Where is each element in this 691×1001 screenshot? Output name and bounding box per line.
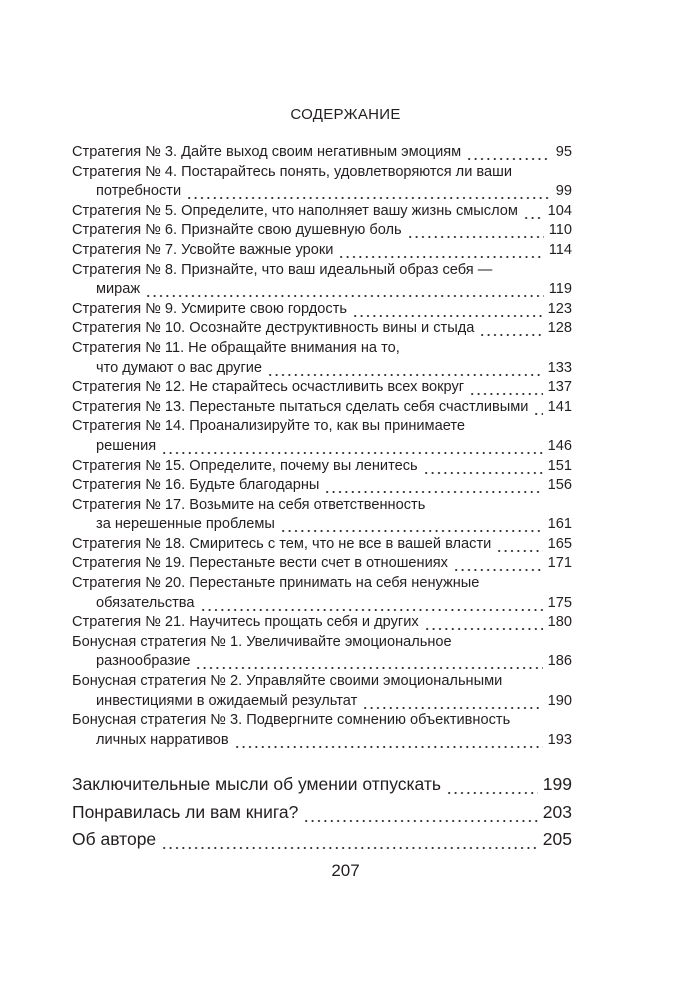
toc-page-number: 156: [547, 477, 572, 494]
toc-entry-line: [72, 417, 572, 437]
toc-entry[interactable]: [72, 457, 572, 477]
toc-entry[interactable]: [72, 496, 572, 535]
toc-entry-text: Стратегия № 18. Смиритесь с тем, что не все в вашей власти: [72, 535, 492, 552]
dot-leader: [523, 202, 543, 222]
dot-leader: [186, 182, 551, 202]
toc-entry[interactable]: [72, 241, 572, 261]
toc-entry-line: [72, 143, 572, 163]
toc-entry-text: мираж: [96, 281, 141, 298]
dot-leader: [195, 652, 542, 672]
toc-page-number: 119: [548, 281, 572, 298]
toc-page-number: 128: [547, 320, 572, 337]
dot-leader: [267, 359, 543, 379]
toc-entry-line: [72, 496, 572, 516]
dot-leader: [479, 319, 542, 339]
dot-leader: [469, 378, 543, 398]
toc-entry[interactable]: [72, 319, 572, 339]
dot-leader: [446, 771, 538, 799]
toc-list: [72, 143, 572, 750]
toc-entry[interactable]: [72, 574, 572, 613]
toc-entry-line: [72, 437, 572, 457]
toc-entry-line: [72, 221, 572, 241]
dot-leader: [145, 280, 544, 300]
toc-page-number: 141: [547, 398, 572, 415]
dot-leader: [161, 826, 538, 854]
toc-page-number: 146: [547, 437, 572, 454]
toc-entry-text: Стратегия № 21. Научитесь прощать себя и других: [72, 614, 419, 631]
toc-entry-text: Стратегия № 20. Перестаньте принимать на себя ненужные: [72, 575, 480, 592]
toc-entry-line: [72, 515, 572, 535]
dot-leader: [423, 457, 543, 477]
toc-entry-line: [72, 300, 572, 320]
toc-entry-text: что думают о вас другие: [96, 359, 263, 376]
toc-page-number: 110: [548, 222, 572, 239]
dot-leader: [352, 300, 543, 320]
toc-entry-line: [72, 359, 572, 379]
toc-page-number: 133: [547, 359, 572, 376]
toc-entry-line: [72, 535, 572, 555]
toc-entry[interactable]: [72, 300, 572, 320]
toc-entry-line: [72, 280, 572, 300]
toc-page-number: 137: [547, 379, 572, 396]
toc-title: СОДЕРЖАНИЕ: [290, 106, 401, 123]
dot-leader: [234, 731, 543, 751]
toc-page-number: 99: [555, 183, 572, 200]
toc-page-number: 161: [547, 516, 572, 533]
dot-leader: [533, 398, 542, 418]
page-number: 207: [331, 861, 360, 880]
dot-leader: [466, 143, 551, 163]
toc-page-number: 186: [547, 653, 572, 670]
toc-page-number: 95: [555, 144, 572, 160]
toc-entry[interactable]: [72, 535, 572, 555]
toc-page-number: 123: [547, 300, 572, 317]
toc-page-number: 165: [547, 535, 572, 552]
toc-page-number: 190: [547, 692, 572, 709]
toc-entry-line: [72, 594, 572, 614]
toc-entry[interactable]: [72, 711, 572, 750]
toc-entry-line: [72, 711, 572, 731]
toc-entry[interactable]: [72, 221, 572, 241]
toc-entry[interactable]: [72, 398, 572, 418]
toc-entry-text: Стратегия № 17. Возьмите на себя ответственность: [72, 496, 426, 513]
toc-page-number: 203: [542, 801, 572, 822]
toc-entry-text: Стратегия № 5. Определите, что наполняет вашу жизнь смыслом: [72, 202, 518, 219]
dot-leader: [200, 594, 543, 614]
toc-entry-line: [72, 771, 572, 799]
toc-entry[interactable]: [72, 633, 572, 672]
toc-entry-line: [72, 672, 572, 692]
toc-entry-text: Стратегия № 10. Осознайте деструктивность вины и стыда: [72, 320, 475, 337]
toc-entry-line: [72, 339, 572, 359]
toc-entry-line: [72, 613, 572, 633]
toc-page-number: 104: [547, 202, 572, 219]
toc-page-number: 205: [542, 829, 572, 849]
toc-entry-text: за нерешенные проблемы: [96, 516, 275, 533]
toc-entry[interactable]: [72, 613, 572, 633]
toc-entry-text: Стратегия № 3. Дайте выход своим негативным эмоциям: [72, 144, 462, 160]
toc-entry-text: инвестициями в ожидаемый результат: [96, 692, 358, 709]
dot-leader: [161, 437, 542, 457]
dot-leader: [424, 613, 543, 633]
toc-entry-line: [72, 731, 572, 751]
toc-entry-line: [72, 476, 572, 496]
toc-entry-text: Стратегия № 15. Определите, почему вы ленитесь: [72, 457, 418, 474]
toc-entry[interactable]: [72, 261, 572, 300]
toc-page-number: 180: [547, 614, 572, 631]
toc-entry[interactable]: [72, 378, 572, 398]
toc-entry-line: [72, 692, 572, 712]
toc-entry-line: [72, 633, 572, 653]
toc-page-number: 193: [547, 731, 572, 748]
toc-entry-text: Бонусная стратегия № 2. Управляйте своими эмоциональными: [72, 673, 503, 690]
toc-entry[interactable]: [72, 799, 572, 827]
toc-entry-text: Стратегия № 14. Проанализируйте то, как вы принимаете: [72, 418, 465, 435]
toc-entry-text: разнообразие: [96, 653, 191, 670]
toc-entry-text: Стратегия № 16. Будьте благодарны: [72, 477, 320, 494]
dot-leader: [280, 515, 543, 535]
dot-leader: [453, 554, 543, 574]
toc-entry[interactable]: [72, 339, 572, 378]
toc-page-number: 151: [547, 457, 572, 474]
toc-entry-line: [72, 457, 572, 477]
toc-entry-text: Стратегия № 4. Постарайтесь понять, удовлетворяются ли ваши: [72, 163, 512, 180]
dot-leader: [496, 535, 542, 555]
toc-entry-text: Понравилась ли вам книга?: [72, 801, 299, 822]
toc-entry-line: [72, 554, 572, 574]
toc-entry-text: Стратегия № 7. Усвойте важные уроки: [72, 241, 334, 258]
dot-leader: [407, 221, 544, 241]
toc-entry-text: обязательства: [96, 594, 195, 611]
dot-leader: [303, 799, 537, 827]
toc-entry-line: [72, 182, 572, 202]
toc-entry[interactable]: [72, 417, 572, 456]
toc-entry-text: Стратегия № 8. Признайте, что ваш идеальный образ себя —: [72, 261, 493, 278]
toc-page-number: 114: [548, 241, 572, 258]
toc-entry-text: Об авторе: [72, 829, 157, 849]
dot-leader: [338, 241, 543, 261]
toc-entry-text: Стратегия № 6. Признайте свою душевную боль: [72, 222, 402, 239]
toc-entry[interactable]: [72, 476, 572, 496]
toc-entry[interactable]: [72, 202, 572, 222]
toc-entry-text: потребности: [96, 183, 182, 200]
toc-entry-line: [72, 261, 572, 281]
toc-entry-line: [72, 202, 572, 222]
toc-entry[interactable]: [72, 771, 572, 799]
dot-leader: [324, 476, 542, 496]
toc-entry[interactable]: [72, 672, 572, 711]
toc-entry-line: [72, 652, 572, 672]
toc-entry-text: Стратегия № 19. Перестаньте вести счет в отношениях: [72, 555, 448, 572]
toc-entry-line: [72, 574, 572, 594]
toc-page-number: 199: [542, 774, 572, 794]
toc-entry[interactable]: [72, 554, 572, 574]
toc-entry-line: [72, 378, 572, 398]
toc-entry-line: [72, 398, 572, 418]
toc-entry-line: [72, 319, 572, 339]
toc-entry-line: [72, 241, 572, 261]
toc-entry-text: Бонусная стратегия № 1. Увеличивайте эмоциональное: [72, 633, 452, 650]
dot-leader: [362, 692, 542, 712]
toc-entry-line: [72, 163, 572, 183]
toc-entry-text: Стратегия № 12. Не старайтесь осчастливить всех вокруг: [72, 379, 465, 396]
toc-entry[interactable]: [72, 163, 572, 202]
toc-entry[interactable]: [72, 826, 572, 854]
toc-entry-text: Заключительные мысли об умении отпускать: [72, 774, 442, 794]
toc-entry-text: Бонусная стратегия № 3. Подвергните сомнению объективность: [72, 712, 511, 729]
toc-entry-text: Стратегия № 9. Усмирите свою гордость: [72, 300, 347, 317]
toc-page-number: 171: [547, 555, 572, 572]
toc-entry[interactable]: [72, 143, 572, 163]
toc-entry-text: Стратегия № 11. Не обращайте внимания на то,: [72, 339, 400, 356]
toc-page-number: 175: [547, 594, 572, 611]
toc-entry-text: Стратегия № 13. Перестаньте пытаться сделать себя счастливыми: [72, 398, 529, 415]
toc-entry-text: решения: [96, 437, 157, 454]
toc-entry-line: [72, 826, 572, 854]
toc-end-list: [72, 771, 572, 854]
toc-entry-text: личных нарративов: [96, 731, 229, 748]
toc-entry-line: [72, 799, 572, 827]
